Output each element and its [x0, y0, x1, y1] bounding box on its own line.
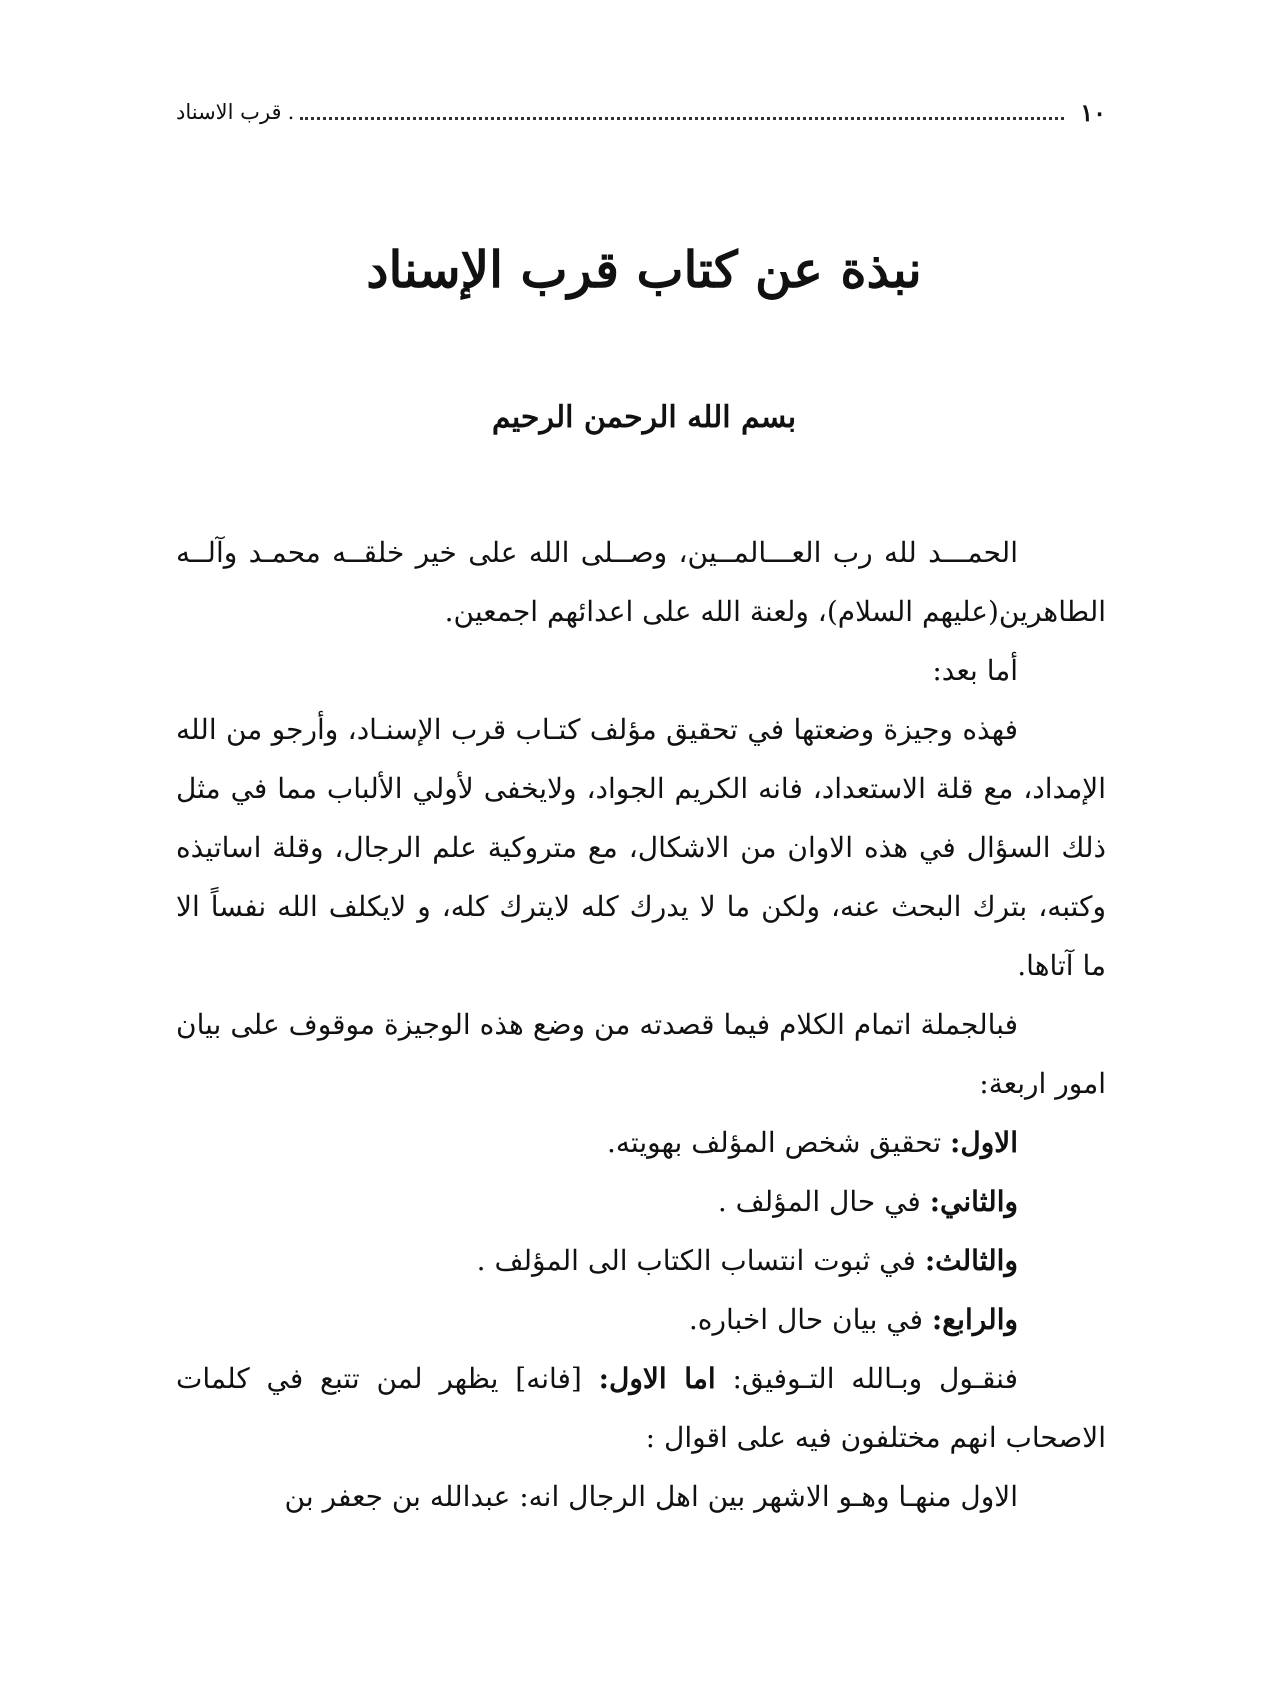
chapter-title: نبذة عن كتاب قرب الإسناد [366, 240, 922, 299]
list-item [176, 1113, 1106, 1172]
list-item-label: والرابع: [931, 1303, 1018, 1336]
paragraph-purpose: فهذه وجيزة وضعتها في تحقيق مؤلف كتـاب قرب الإسنـاد، وأرجو من الله الإمداد، مع قلة الاستعداد، فانه الكريم الجواد، ولايخفى لأولي الألباب مما في مثل ذلك السؤال في هذه الاوان من الاشكال، مع متروكية علم الرجال، وقلة اساتيذه وكتبه، بترك البحث عنه، ولكن ما لا يدرك كله لايترك كله، و لايكلف الله نفساً الا ما آتاها. [176, 713, 1106, 982]
page-header [176, 92, 1106, 132]
list-item-text: في حال المؤلف . [717, 1185, 921, 1218]
list-item-label: والثالث: [924, 1244, 1018, 1277]
list-item-text: في بيان حال اخباره. [688, 1303, 923, 1336]
list-item-label: والثاني: [929, 1185, 1018, 1218]
header-separator: . [287, 100, 295, 124]
running-title: قرب الاسناد [176, 100, 282, 124]
paragraph-first-opinion: الاول منهـا وهـو الاشهر بين اهل الرجال انه: عبدالله بن جعفر بن [284, 1480, 1018, 1513]
paragraph-first-topic [176, 1349, 1106, 1467]
paragraph-summary: فبالجملة اتمام الكلام فيما قصدته من وضع هذه الوجيزة موقوف على بيان امور اربعة: [176, 1008, 1106, 1100]
paragraph-amma-bad: أما بعد: [932, 654, 1018, 687]
header-dotted-leader [300, 117, 1064, 120]
list-item-text: في ثبوت انتساب الكتاب الى المؤلف . [476, 1244, 916, 1277]
list-item [176, 1231, 1106, 1290]
paragraph-intro: فنقـول وبـالله التـوفيق: [732, 1362, 1019, 1395]
list-item [176, 1172, 1106, 1231]
paragraph-bold-label: اما الاول: [598, 1362, 716, 1395]
paragraph-praise: الحمـــد لله رب العـــالمــين، وصــلى الله على خير خلقــه محمـد وآلــه الطاهرين(عليهم السلام)، ولعنة الله على اعدائهم اجمعين. [176, 536, 1106, 628]
body-text [176, 523, 1106, 1526]
list-item-label: الاول: [950, 1126, 1018, 1159]
list-item [176, 1290, 1106, 1349]
basmala: بسم الله الرحمن الرحيم [491, 400, 797, 435]
page-number: ١٠ [1080, 97, 1106, 127]
list-item-text: تحقيق شخص المؤلف بهويته. [606, 1126, 942, 1159]
paragraph-rest: [فانه] يظهر لمن تتبع في كلمات الاصحاب انهم مختلفون فيه على اقوال : [176, 1362, 1106, 1454]
